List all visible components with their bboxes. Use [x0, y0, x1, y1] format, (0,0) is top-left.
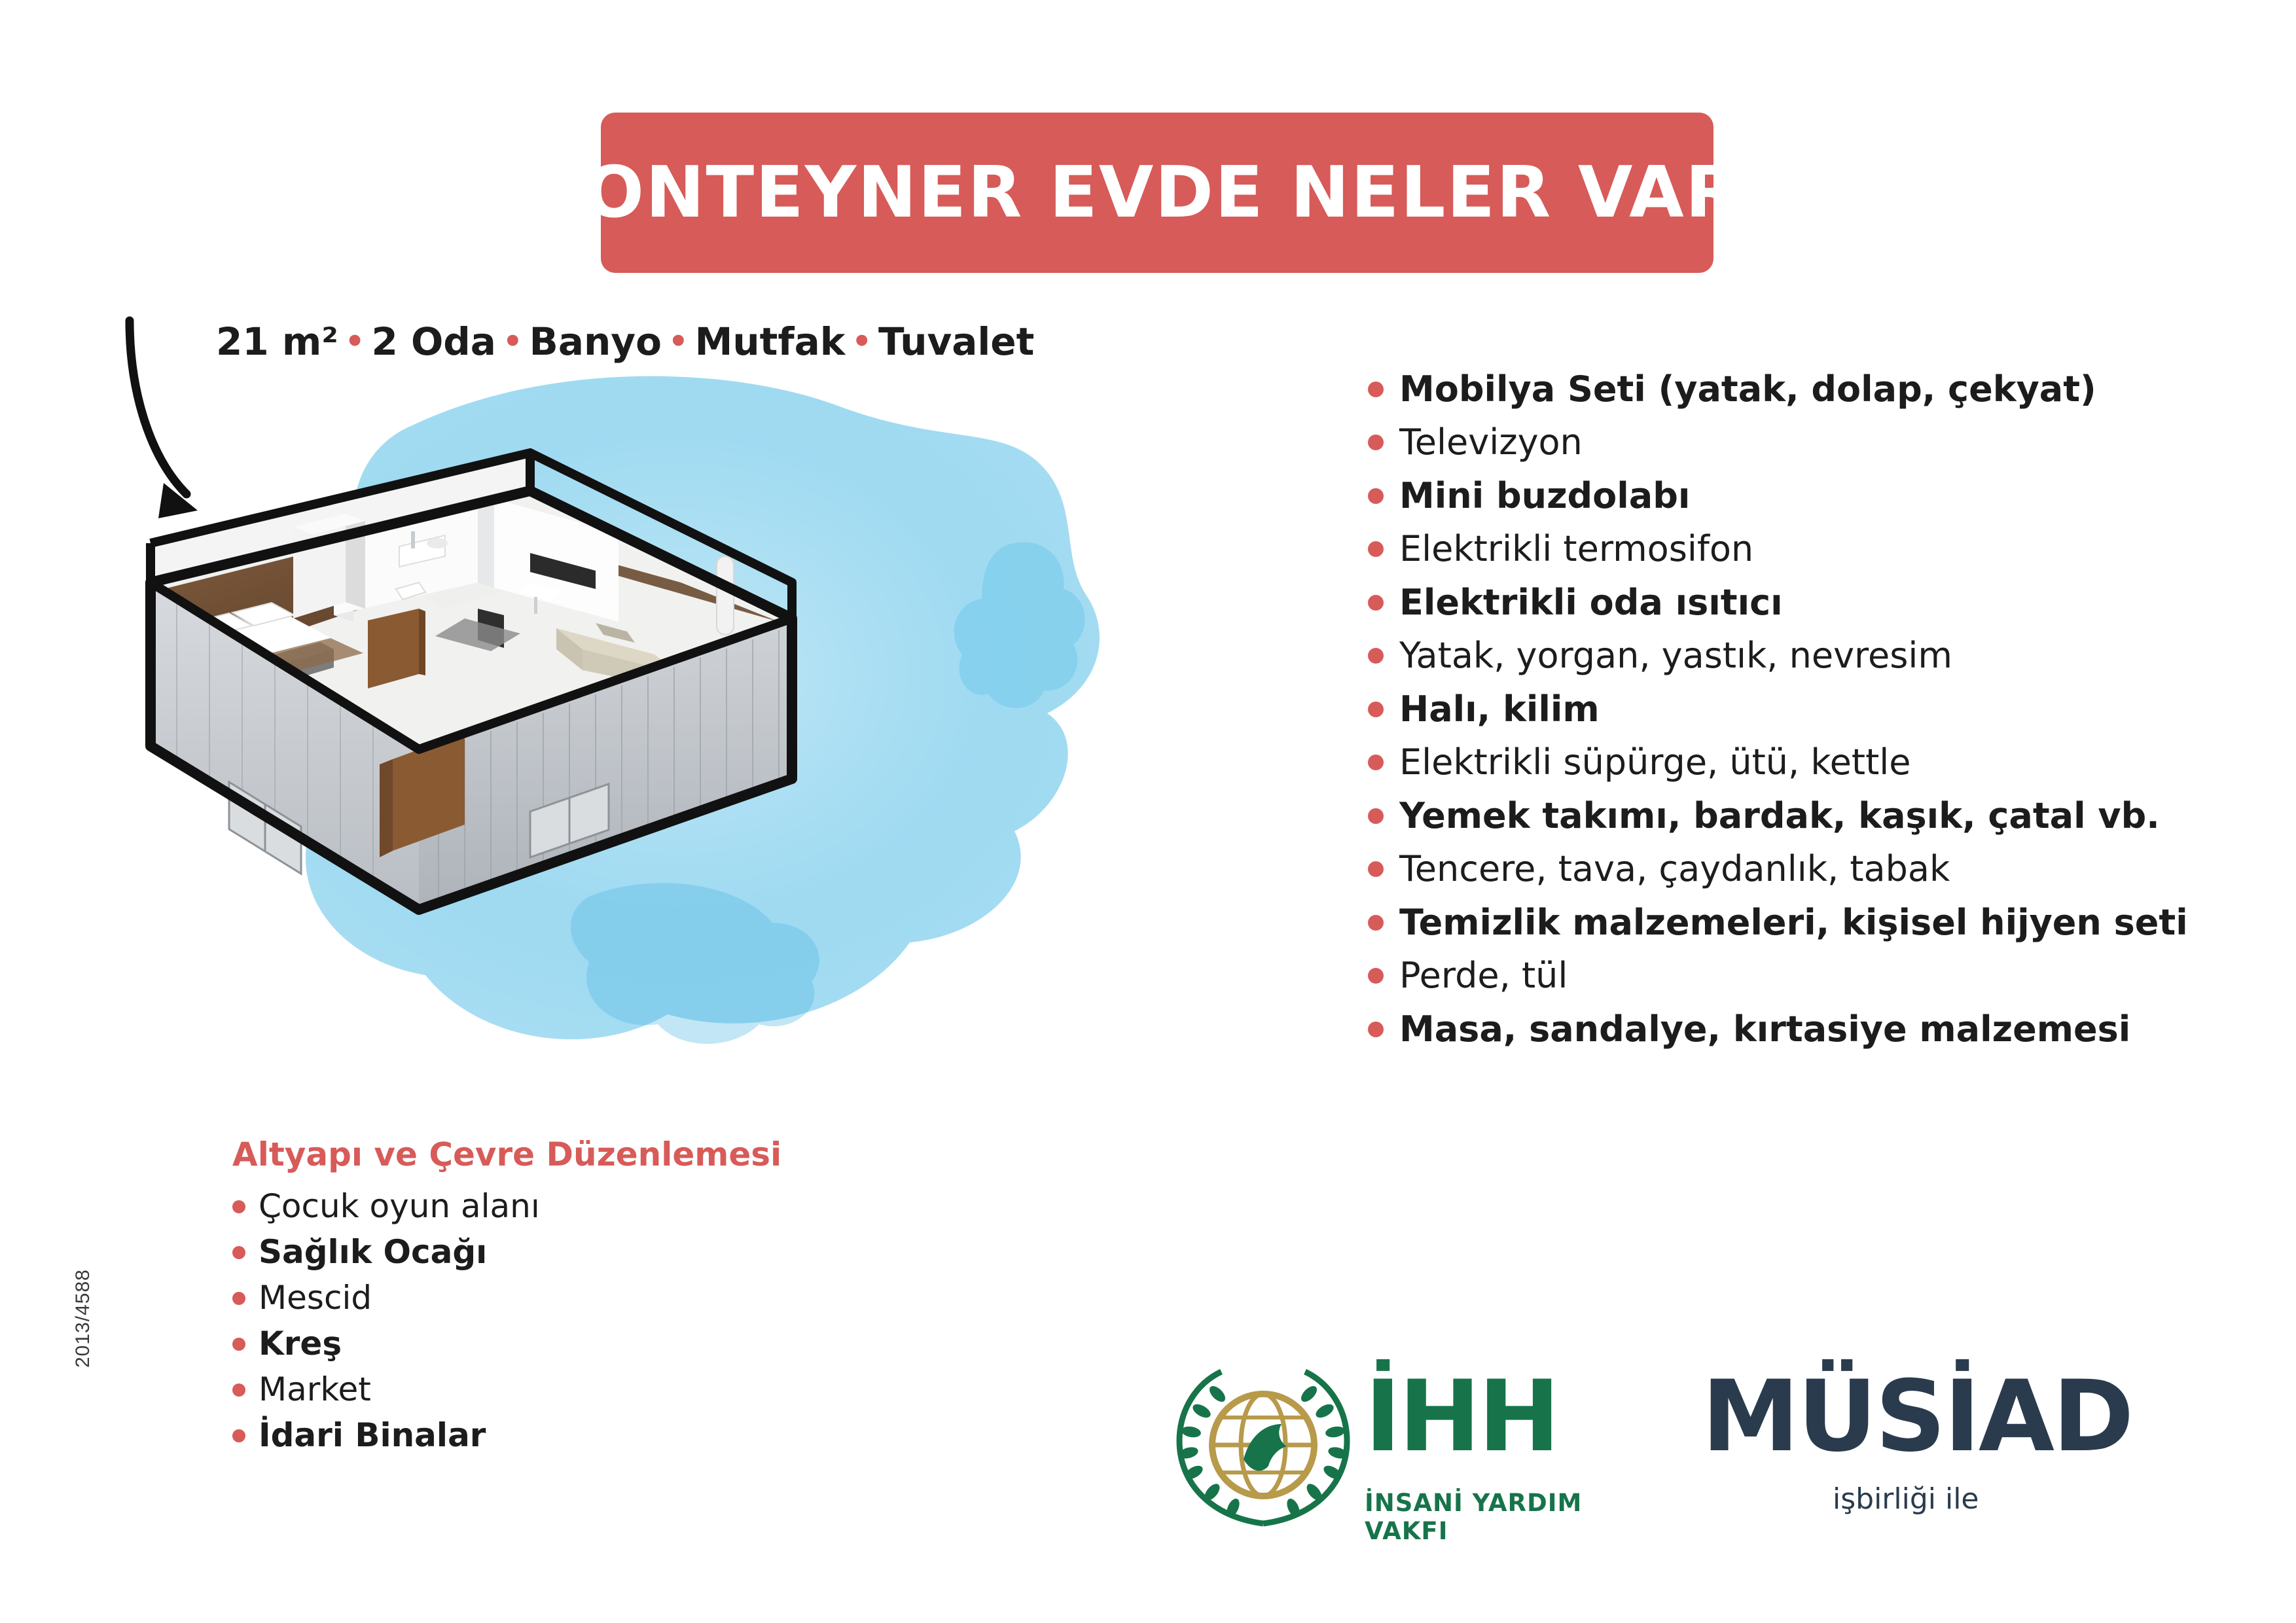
musiad-wordmark: MÜSİAD	[1702, 1360, 2132, 1474]
feature-label: Elektrikli oda ısıtıcı	[1399, 581, 1783, 623]
list-item	[1368, 849, 2219, 889]
ihh-wordmark: İHH	[1365, 1360, 1558, 1474]
list-item	[1368, 529, 2219, 569]
bullet-dot-icon	[1368, 968, 1384, 984]
bullet-dot-icon	[232, 1338, 245, 1351]
feature-label: Tencere, tava, çaydanlık, tabak	[1399, 848, 1950, 890]
list-item	[1368, 476, 2219, 516]
bullet-dot-icon	[1368, 808, 1384, 824]
spec-kitchen: Mutfak	[694, 319, 846, 364]
list-item	[232, 1279, 887, 1316]
container-house-illustration	[137, 393, 1185, 1067]
bullet-dot-icon	[1368, 648, 1384, 664]
feature-label: Masa, sandalye, kırtasiye malzemesi	[1399, 1008, 2131, 1050]
page-title: KONTEYNER EVDE NELER VAR?	[531, 152, 1784, 234]
bullet-dot-icon	[1368, 435, 1384, 450]
logo-bar	[1165, 1361, 2186, 1551]
bullet-dot-icon	[232, 1200, 245, 1213]
bullet-dot-icon	[1368, 861, 1384, 877]
bullet-separator: •	[668, 323, 689, 360]
list-item	[1368, 796, 2219, 836]
infrastructure-label: Sağlık Ocağı	[259, 1233, 488, 1271]
infrastructure-section	[232, 1135, 887, 1463]
feature-label: Televizyon	[1399, 421, 1583, 463]
infrastructure-label: Market	[259, 1370, 371, 1408]
infrastructure-label: Çocuk oyun alanı	[259, 1187, 540, 1225]
feature-label: Elektrikli süpürge, ütü, kettle	[1399, 741, 1911, 783]
infrastructure-heading: Altyapı ve Çevre Düzenlemesi	[232, 1135, 782, 1173]
features-list	[1368, 370, 2219, 1063]
bullet-dot-icon	[1368, 488, 1384, 504]
infrastructure-label: Mescid	[259, 1279, 372, 1317]
list-item	[1368, 690, 2219, 729]
page-title-banner	[531, 113, 1784, 273]
list-item	[232, 1188, 887, 1224]
infrastructure-label: Kreş	[259, 1325, 342, 1363]
list-item	[1368, 1010, 2219, 1049]
ihh-subtitle: İNSANİ YARDIM VAKFI	[1365, 1489, 1583, 1545]
list-item	[232, 1417, 887, 1454]
bullet-dot-icon	[1368, 755, 1384, 770]
bullet-dot-icon	[1368, 595, 1384, 611]
feature-label: Elektrikli termosifon	[1399, 528, 1754, 570]
feature-label: Temizlik malzemeleri, kişisel hijyen seti	[1399, 901, 2188, 943]
bullet-dot-icon	[1368, 702, 1384, 717]
feature-label: Yatak, yorgan, yastık, nevresim	[1399, 635, 1953, 677]
spec-area: 21 m²	[216, 319, 338, 364]
musiad-logo	[1702, 1360, 2186, 1531]
subtitle-specs	[216, 319, 1034, 364]
spec-toilet: Tuvalet	[878, 319, 1035, 364]
feature-label: Yemek takımı, bardak, kaşık, çatal vb.	[1399, 794, 2160, 836]
globe-wreath-icon	[1165, 1361, 1361, 1531]
list-item	[1368, 370, 2219, 409]
bullet-separator: •	[344, 323, 365, 360]
bullet-dot-icon	[1368, 915, 1384, 931]
list-item	[1368, 956, 2219, 995]
list-item	[1368, 583, 2219, 622]
list-item	[1368, 903, 2219, 942]
spec-bath: Banyo	[529, 319, 662, 364]
bullet-dot-icon	[232, 1292, 245, 1305]
bullet-dot-icon	[232, 1383, 245, 1397]
bullet-dot-icon	[1368, 382, 1384, 397]
feature-label: Mini buzdolabı	[1399, 474, 1691, 516]
feature-label: Perde, tül	[1399, 955, 1568, 997]
bullet-dot-icon	[1368, 1022, 1384, 1037]
list-item	[1368, 743, 2219, 782]
musiad-subtitle: işbirliği ile	[1833, 1482, 1979, 1516]
list-item	[232, 1371, 887, 1408]
document-code: 2013/4588	[72, 1269, 94, 1368]
list-item	[232, 1325, 887, 1362]
bullet-dot-icon	[232, 1429, 245, 1442]
feature-label: Mobilya Seti (yatak, dolap, çekyat)	[1399, 368, 2096, 410]
list-item	[232, 1234, 887, 1270]
spec-rooms: 2 Oda	[371, 319, 496, 364]
bullet-dot-icon	[232, 1246, 245, 1259]
ihh-logo	[1165, 1360, 1662, 1545]
feature-label: Halı, kilim	[1399, 688, 1600, 730]
list-item	[1368, 636, 2219, 675]
bullet-separator: •	[502, 323, 523, 360]
bullet-separator: •	[852, 323, 872, 360]
infrastructure-label: İdari Binalar	[259, 1416, 486, 1454]
bullet-dot-icon	[1368, 541, 1384, 557]
list-item	[1368, 423, 2219, 462]
